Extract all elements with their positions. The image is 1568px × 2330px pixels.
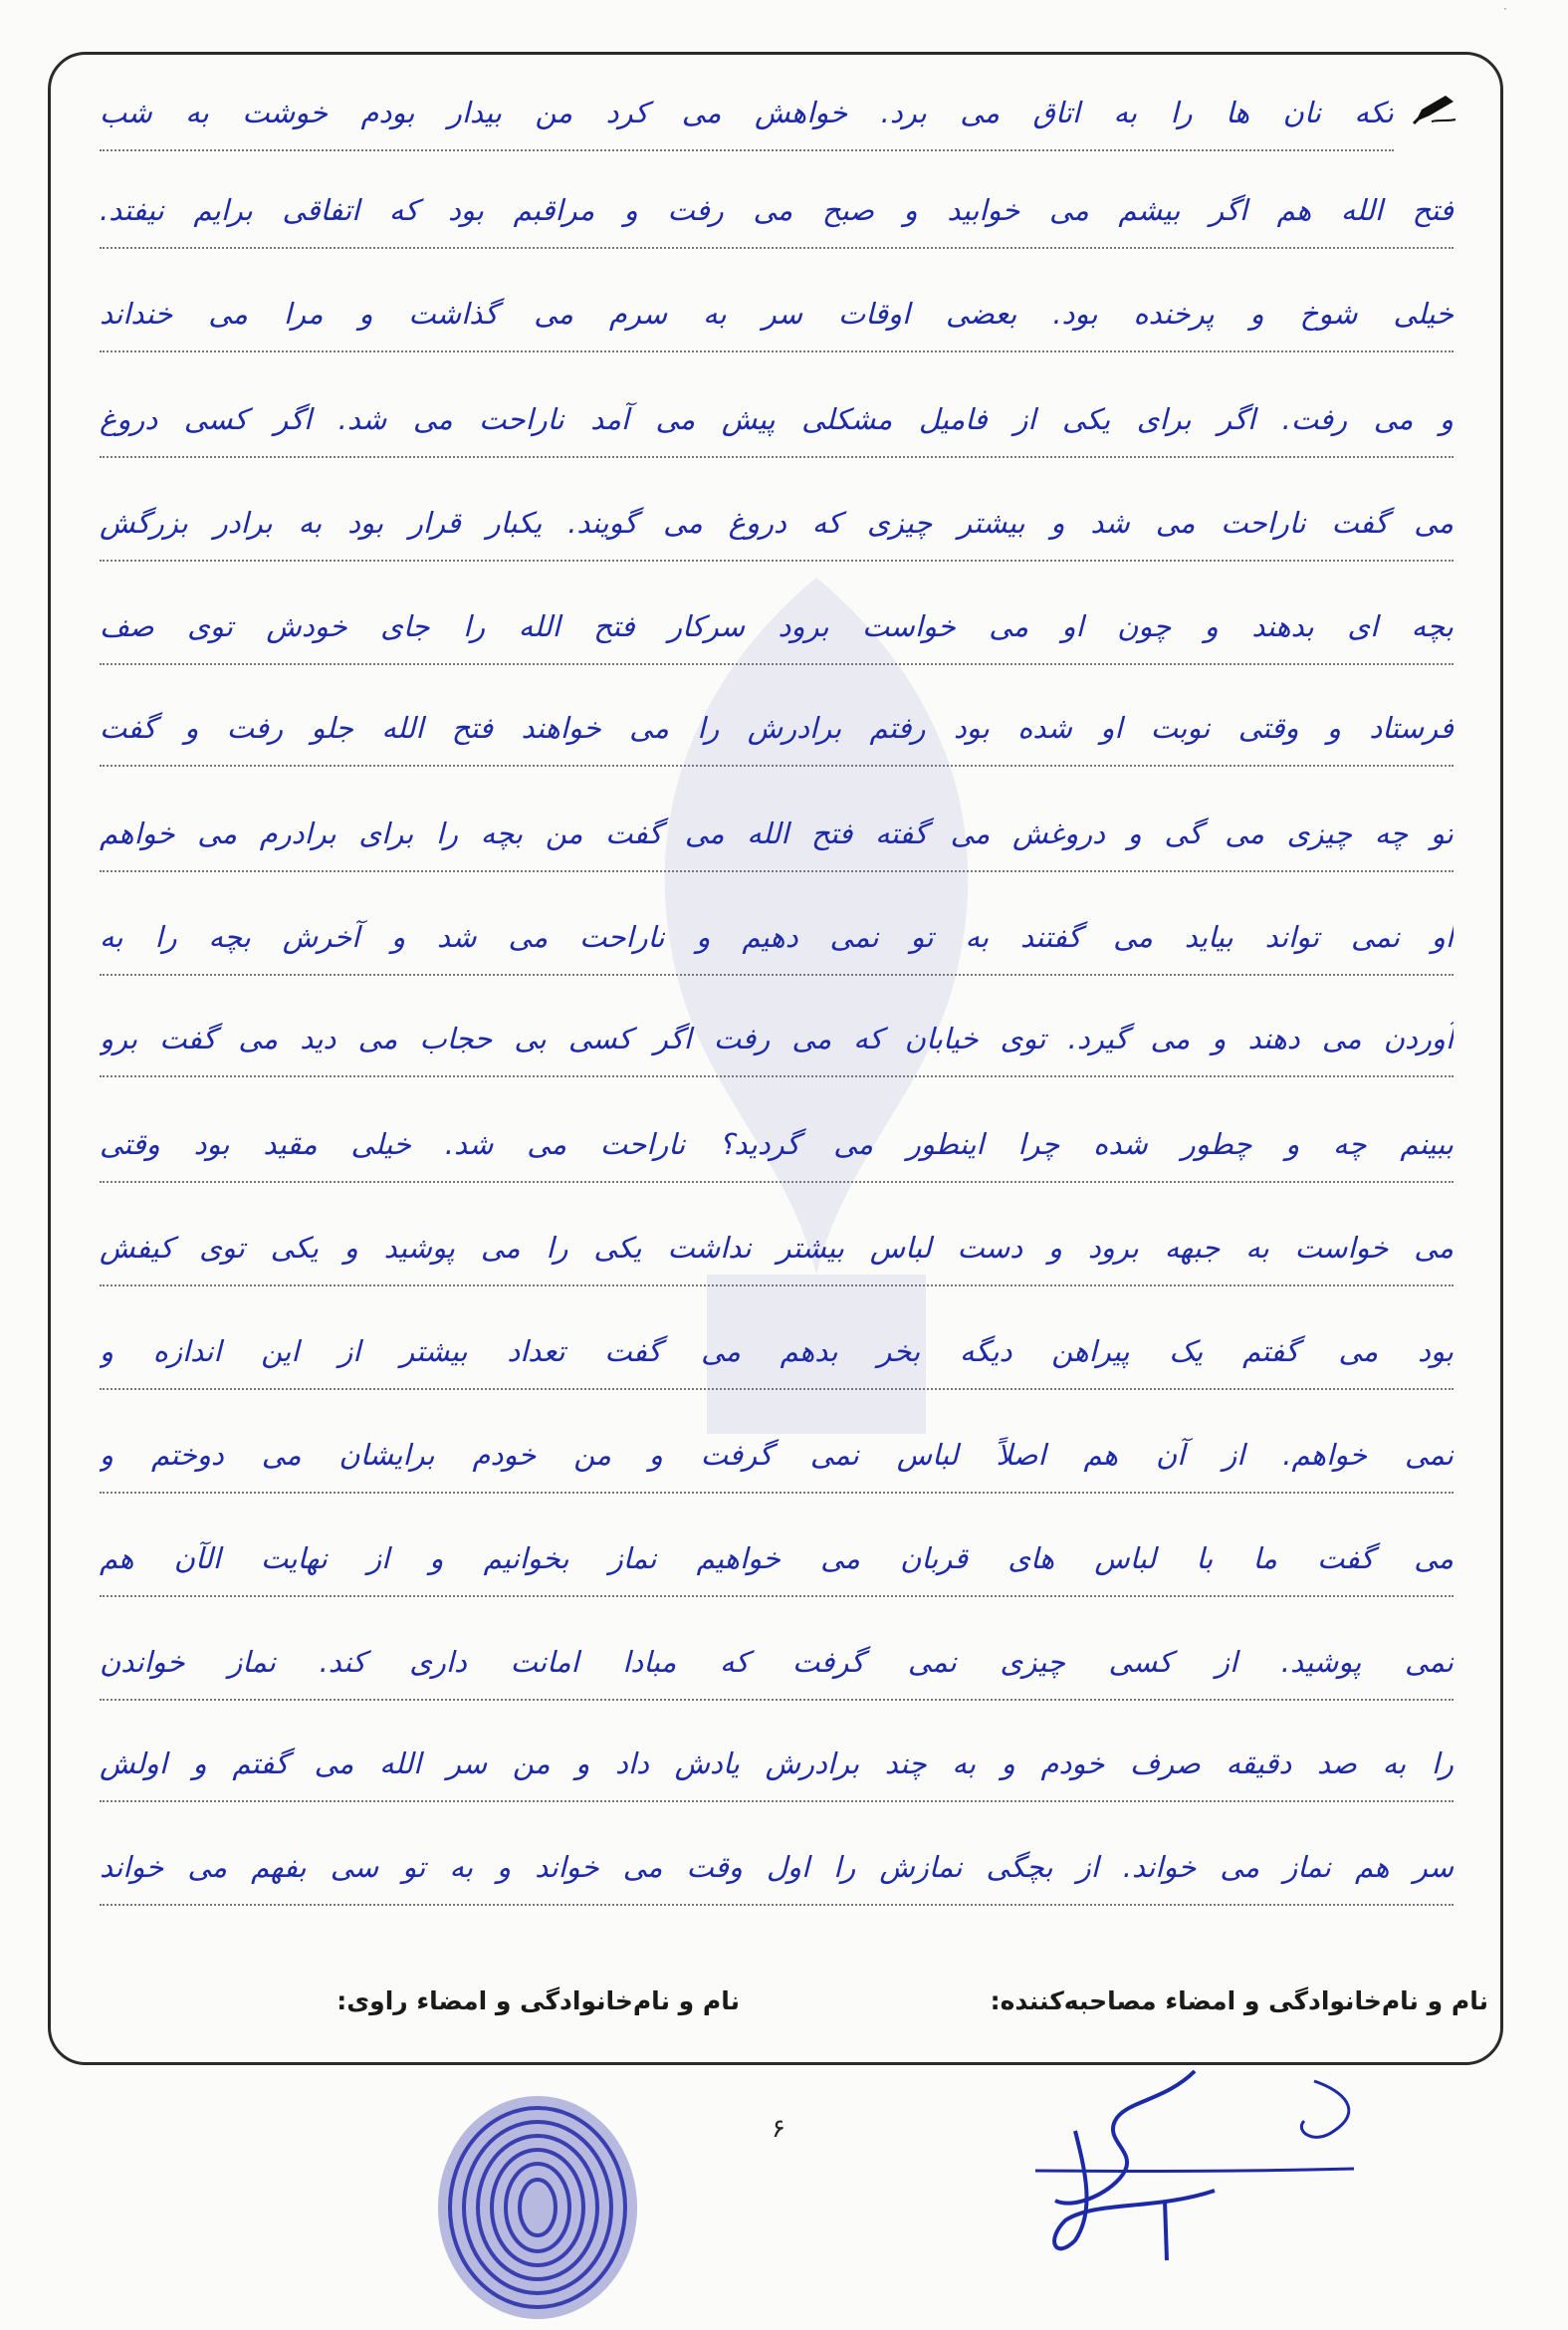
text-line: می گفت ناراحت می شد و بیشتر چیزی که دروغ می گویند. یکبار قرار بود به برادر بزرگش	[100, 498, 1454, 562]
text-line: تکه نان ها را به اتاق می برد. خواهش می کرد من بیدار بودم خوشت به شب	[100, 88, 1394, 151]
text-line: نمی پوشید. از کسی چیزی نمی گرفت که مبادا امانت داری کند. نماز خواندن	[100, 1637, 1454, 1701]
text-line: را به صد دقیقه صرف خودم و به چند برادرش یادش داد و من سر الله می گفتم و اولش	[100, 1739, 1454, 1802]
text-line: آوردن می دهند و می گیرد. توی خیابان که می رفت اگر کسی بی حجاب می دید می گفت برو	[100, 1014, 1454, 1077]
text-line: و می رفت. اگر برای یکی از فامیل مشکلی پیش می آمد ناراحت می شد. اگر کسی دروغ	[100, 394, 1454, 458]
text-line: خیلی شوخ و پرخنده بود. بعضی اوقات سر به سرم می گذاشت و مرا می خنداند	[100, 289, 1454, 352]
fingerprint-mark	[418, 2086, 657, 2330]
text-line: ببینم چه و چطور شده چرا اینطور می گردید؟ ناراحت می شد. خیلی مقید بود وقتی	[100, 1119, 1454, 1183]
corner-mark: ·	[1503, 2, 1507, 16]
text-line: سر هم نماز می خواند. از بچگی نمازش را اول وقت می خواند و به تو سی بفهم می خواند	[100, 1842, 1454, 1906]
text-line: او نمی تواند بیاید می گفتند به تو نمی دهیم و ناراحت می شد و آخرش بچه را به	[100, 912, 1454, 976]
narrator-signature	[1015, 2061, 1394, 2290]
text-line: می خواست به جبهه برود و دست لباس بیشتر نداشت یکی را می پوشید و یکی توی کیفش	[100, 1223, 1454, 1286]
text-line: بچه ای بدهند و چون او می خواست برود سرکار فتح الله را جای خودش توی صف	[100, 601, 1454, 665]
text-line: تو چه چیزی می گی و دروغش می گفته فتح الله می گفت من بچه را برای برادرم می خواهم	[100, 809, 1454, 872]
text-line: نمی خواهم. از آن هم اصلاً لباس نمی گرفت و من خودم برایشان می دوختم و	[100, 1430, 1454, 1494]
interviewer-signature-label: نام و نام‌خانوادگی و امضاء مصاحبه‌کننده:	[990, 1986, 1488, 2015]
page-number: ۶	[772, 2114, 785, 2144]
text-line: می گفت ما با لباس های قربان می خواهیم نماز بخوانیم و از نهایت الآن هم	[100, 1533, 1454, 1597]
text-line: فرستاد و وقتی نوبت او شده بود رفتم برادرش را می خواهند فتح الله جلو رفت و گفت	[100, 703, 1454, 767]
narrator-signature-label: نام و نام‌خانوادگی و امضاء راوی:	[336, 1986, 740, 2015]
text-line: بود می گفتم یک پیراهن دیگه بخر بدهم می گفت تعداد بیشتر از این اندازه و	[100, 1326, 1454, 1390]
text-line: فتح الله هم اگر بیشم می خوابید و صبح می رفت و مراقبم بود که اتفاقی برایم نیفتد.	[100, 185, 1454, 249]
